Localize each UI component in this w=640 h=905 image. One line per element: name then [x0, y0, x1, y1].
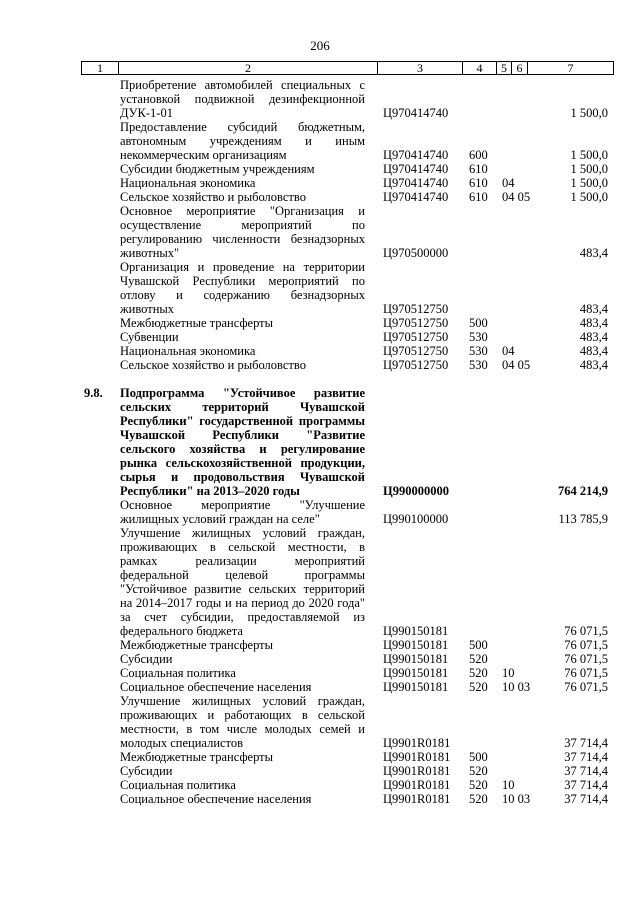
row-amount: 483,4 — [579, 316, 608, 330]
row-name: Основное мероприятие "Организация и осуществление мероприятий по регулированию численности безнадзорных животных" — [120, 204, 365, 260]
table-row — [0, 330, 640, 344]
row-col-4: 520 — [469, 680, 488, 694]
row-name: Сельское хозяйство и рыболовство — [120, 358, 306, 372]
table-row — [0, 638, 640, 652]
row-code: Ц9901R0181 — [383, 750, 451, 764]
row-amount: 483,4 — [579, 358, 608, 372]
row-code: Ц970414740 — [383, 176, 449, 190]
row-code: Ц990150181 — [383, 652, 449, 666]
row-amount: 37 714,4 — [564, 792, 608, 806]
row-name: Приобретение автомобилей специальных с установкой подвижной дезинфекционной ДУК-1-01 — [120, 78, 365, 120]
table-row — [0, 386, 640, 498]
row-amount: 1 500,0 — [570, 106, 608, 120]
row-col-4: 530 — [469, 330, 488, 344]
row-amount: 37 714,4 — [564, 736, 608, 750]
row-code: Ц970414740 — [383, 148, 449, 162]
row-code: Ц9901R0181 — [383, 764, 451, 778]
table-body — [0, 78, 640, 806]
row-col-5: 10 — [502, 666, 515, 680]
row-name: Субсидии — [120, 764, 173, 778]
table-row — [0, 652, 640, 666]
row-name: Субвенции — [120, 330, 179, 344]
row-col-4: 520 — [469, 666, 488, 680]
row-name: Национальная экономика — [120, 344, 256, 358]
row-name: Субсидии — [120, 652, 173, 666]
row-col-4: 530 — [469, 344, 488, 358]
table-row — [0, 120, 640, 162]
row-amount: 1 500,0 — [570, 176, 608, 190]
row-amount: 483,4 — [579, 344, 608, 358]
header-col-1: 1 — [97, 61, 103, 75]
row-name: Межбюджетные трансферты — [120, 638, 274, 652]
header-col-5: 5 — [496, 62, 511, 74]
table-row — [0, 764, 640, 778]
row-col-4: 500 — [469, 750, 488, 764]
row-code: Ц970512750 — [383, 344, 449, 358]
row-code: Ц990150181 — [383, 638, 449, 652]
row-col-4: 610 — [469, 176, 488, 190]
row-amount: 1 500,0 — [570, 148, 608, 162]
row-code: Ц970512750 — [383, 316, 449, 330]
page-number: 206 — [310, 38, 330, 53]
table-row — [0, 680, 640, 694]
row-amount: 76 071,5 — [564, 638, 608, 652]
row-amount: 483,4 — [579, 246, 608, 260]
table-row — [0, 358, 640, 372]
row-col-4: 520 — [469, 764, 488, 778]
row-amount: 76 071,5 — [564, 624, 608, 638]
row-code: Ц990150181 — [383, 666, 449, 680]
row-code: Ц990100000 — [383, 512, 449, 526]
row-name: Межбюджетные трансферты — [120, 750, 274, 764]
header-col-3: 3 — [377, 62, 462, 74]
row-col-5: 04 — [502, 344, 515, 358]
table-row — [0, 190, 640, 204]
row-col-5: 10 03 — [502, 792, 531, 806]
row-name: Субсидии бюджетным учреждениям — [120, 162, 315, 176]
header-col-4: 4 — [462, 62, 496, 74]
row-amount: 113 785,9 — [558, 512, 608, 526]
row-code: Ц9901R0181 — [383, 792, 451, 806]
table-row — [0, 78, 640, 120]
table-row — [0, 750, 640, 764]
row-name: Организация и проведение на территории Чувашской Республики мероприятий по отлову и содержанию безнадзорных животных — [120, 260, 365, 316]
row-code: Ц9901R0181 — [383, 778, 451, 792]
row-col-5: 10 — [502, 778, 515, 792]
row-col-4: 500 — [469, 316, 488, 330]
row-name: Подпрограмма "Устойчивое развитие сельских территорий Чувашской Республики" государственной программы Чувашской Республики "Развитие сельского хозяйства и регулирование рынка сельскохозяйственной продукции, сырья и продовольствия Чувашской Республики" на 2013–2020 годы — [120, 386, 365, 498]
row-code: Ц9901R0181 — [383, 736, 451, 750]
row-col-4: 610 — [469, 190, 488, 204]
table-row — [0, 526, 640, 638]
row-name: Предоставление субсидий бюджетным, автономным учреждениям и иным некоммерческим организациям — [120, 120, 365, 162]
row-name: Улучшение жилищных условий граждан, проживающих в сельской местности, в рамках реализации мероприятий федеральной целевой программы "Устойчивое развитие сельских территорий на 2014–2017 годы и на период до 2020 года" за счет субсидии, предоставляемой из федерального бюджета — [120, 526, 365, 638]
row-col-4: 600 — [469, 148, 488, 162]
row-code: Ц970414740 — [383, 106, 449, 120]
row-amount: 37 714,4 — [564, 778, 608, 792]
row-amount: 483,4 — [579, 330, 608, 344]
row-code: Ц970414740 — [383, 162, 449, 176]
table-row — [0, 666, 640, 680]
table-header — [81, 61, 614, 75]
row-code: Ц990150181 — [383, 624, 449, 638]
row-col-4: 520 — [469, 792, 488, 806]
row-name: Национальная экономика — [120, 176, 256, 190]
row-col-4: 500 — [469, 638, 488, 652]
row-name: Основное мероприятие "Улучшение жилищных условий граждан на селе" — [120, 498, 365, 526]
row-amount: 483,4 — [579, 302, 608, 316]
row-amount: 76 071,5 — [564, 680, 608, 694]
table-row — [0, 162, 640, 176]
row-amount: 1 500,0 — [570, 162, 608, 176]
row-col-5: 10 03 — [502, 680, 531, 694]
header-col-2: 2 — [118, 62, 377, 74]
table-row — [0, 316, 640, 330]
row-number: 9.8. — [84, 386, 103, 400]
row-code: Ц970414740 — [383, 190, 449, 204]
table-row — [0, 498, 640, 526]
table-row — [0, 260, 640, 316]
row-amount: 37 714,4 — [564, 750, 608, 764]
row-name: Социальная политика — [120, 778, 236, 792]
table-row — [0, 344, 640, 358]
row-code: Ц990000000 — [383, 484, 449, 498]
row-col-4: 520 — [469, 652, 488, 666]
row-col-4: 610 — [469, 162, 488, 176]
row-name: Социальное обеспечение населения — [120, 680, 312, 694]
row-spacer — [0, 372, 640, 386]
header-col-7: 7 — [527, 62, 613, 74]
row-code: Ц970512750 — [383, 358, 449, 372]
row-col-4: 530 — [469, 358, 488, 372]
row-name: Сельское хозяйство и рыболовство — [120, 190, 306, 204]
header-col-6: 6 — [511, 62, 527, 74]
row-name: Социальная политика — [120, 666, 236, 680]
table-row — [0, 778, 640, 792]
row-amount: 76 071,5 — [564, 652, 608, 666]
row-col-5: 04 05 — [502, 358, 531, 372]
row-amount: 76 071,5 — [564, 666, 608, 680]
row-col-4: 520 — [469, 778, 488, 792]
row-code: Ц970500000 — [383, 246, 449, 260]
row-name: Улучшение жилищных условий граждан, проживающих и работающих в сельской местности, в том числе молодых семей и молодых специалистов — [120, 694, 365, 750]
table-row — [0, 176, 640, 190]
row-col-5: 04 — [502, 176, 515, 190]
row-name: Социальное обеспечение населения — [120, 792, 312, 806]
row-amount: 764 214,9 — [558, 484, 608, 498]
row-code: Ц970512750 — [383, 302, 449, 316]
row-amount: 1 500,0 — [570, 190, 608, 204]
row-code: Ц990150181 — [383, 680, 449, 694]
row-col-5: 04 05 — [502, 190, 531, 204]
table-row — [0, 204, 640, 260]
row-name: Межбюджетные трансферты — [120, 316, 274, 330]
row-amount: 37 714,4 — [564, 764, 608, 778]
table-row — [0, 694, 640, 750]
table-row — [0, 792, 640, 806]
row-code: Ц970512750 — [383, 330, 449, 344]
